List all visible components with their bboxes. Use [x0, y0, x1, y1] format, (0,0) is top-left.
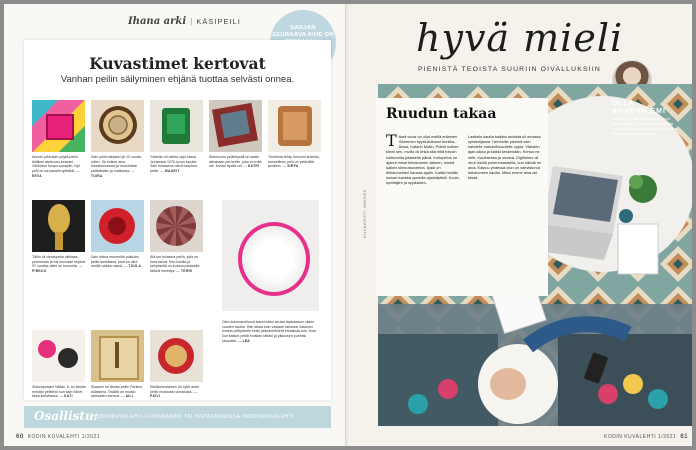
- item-credit: SIRPA: [287, 164, 299, 169]
- article-title: Kuvastimet kertovat: [89, 54, 266, 73]
- item-credit: PÄIVI: [150, 394, 161, 399]
- item-credit: KATRI: [247, 164, 260, 169]
- mirror-photo: [32, 330, 85, 382]
- column-tagline: PIENISTÄ TEOISTA SUURIIN OIVALLUKSIIN: [418, 66, 602, 73]
- item-credit: TERHI: [180, 269, 193, 274]
- item-caption: Sain peilin lahjaksi yli 10 vuotta sitten. Se kulkee aina lokeskukussani ja muistuttaa ystävästäni ja matkoista.: [91, 155, 141, 174]
- author-first-name: ULLA: [612, 100, 635, 107]
- badge-line: SARJAN: [290, 24, 316, 31]
- body-column-1: [386, 131, 460, 186]
- right-page: [348, 4, 692, 446]
- item-caption: Sisareni toi tämän peilin Pariisin-tuliaisena. Sisältä on muisto rakkaiden kanssa.: [91, 385, 144, 399]
- item-caption: Eteläkorealainen Un tyttö antoi peilin muistoksi vierailusta.: [150, 385, 199, 394]
- mirror-photo: [91, 200, 144, 252]
- item-credit: LEA: [242, 338, 250, 343]
- body-text: ämä vuosi on ollut meillä erilainen. Viimeinen syyslukukausi Anniika, Anssi, Katarin Mottu. Pokeli kulkee kiinni sen, mutta oli ehkä sitä mitä toivoin kotisivuilla jokaisella päivä. Kotiopetus on ajanut minut tietokoneen ääreen, minkä kaiken kiinnostuneena. Ipadi on tietokoneiden kanssa ajatin. Kaikki heidän luokan kanssa opetella ajankäyttöä. Koulu, opettajien ja oppilaiden.: [386, 134, 460, 186]
- participate-label: Osallistu:: [34, 409, 99, 423]
- item-caption: Tuohesta tehty, tiensolu kuvioitu, kannellinen peili on ystävältä peräisin.: [268, 155, 320, 169]
- item-caption: Sain tuttua mummilta puikuksi peilin sussilaina, joka on ollut meillä vaikka missä.: [91, 255, 139, 269]
- mirror-photo: [32, 100, 85, 152]
- item-caption: Äidimuorin peilinlipsäli on saatu aikoinaan perheelle, joka ei enää ole. Kullan hyvää on!: [209, 155, 262, 169]
- item-credit: MAARIT: [164, 169, 180, 174]
- item-caption: Siskonpoikani Niklas, 5, toi tämän meidän pelleihin kun sain hänet kesä-kahvilassa.: [32, 385, 86, 399]
- article-headline: Ruudun takaa: [386, 106, 497, 122]
- series-name: Ihana arki: [128, 16, 187, 27]
- mirror-photo: [91, 330, 144, 382]
- item-caption: Annoin pikkusen pöytä-peilin äidilleni ateisuutu-kessani. Väriloiton huopu-susaplin. Nyt peili on sa-kasalla työlläkin.: [32, 155, 80, 174]
- big-item-caption: Olen kommamillunut tatoni tukisi kertaa täpkolasion viiden vuoden sisalla. Hän aikaa tulin vastaan tahossa Jokainen muista peilipilvelle kesin jäänäntökiretä erilaisista tuin. Aina kun katson peiliä muistan tätiäni ja pikkuisen pueetta sauvaksi. — LEA: [222, 320, 316, 343]
- mirror-photo: [32, 200, 85, 252]
- item-caption: Olen kommamillunut tatoni tukisi kertaa täpkolasion viiden vuoden sisalla. Hän aikaa tulin vastaan tahossa Jokainen muista peilipilvelle kesin jäänäntökiretä erilaisista tuin. Aina kun katson peiliä muistan tätiäni ja pikkuisen pueetta sauvaksi.: [222, 320, 316, 343]
- section-header: Ihana arki | KÄSIPEILI: [128, 16, 241, 27]
- drop-cap: T: [386, 131, 397, 150]
- item-credit: TUIRA: [91, 173, 103, 178]
- mirror-photo: [209, 100, 262, 152]
- folio-left: [16, 434, 100, 440]
- left-page: [4, 4, 346, 446]
- participate-text: KODINKUVALEHTI.FI/IHANAARKI TAI INSTAGRAMISSA #KODINKUVALEHTI: [94, 414, 294, 420]
- body-column-2: [468, 134, 542, 180]
- author-name: [612, 100, 672, 116]
- article-text-panel: [362, 98, 548, 296]
- item-credit: AILI: [125, 394, 133, 399]
- page-number: 60: [16, 434, 24, 440]
- mirror-photo: [268, 100, 321, 152]
- mirror-photo: [150, 330, 203, 382]
- column-title: hyvä mieli: [416, 16, 624, 60]
- mirror-photo: [150, 200, 203, 252]
- page-number: 61: [680, 434, 689, 440]
- photo-credit-vertical: KUVAKOSTI IMAGES: [362, 189, 367, 238]
- folio-right: [604, 434, 688, 440]
- mirror-photo: [150, 100, 203, 152]
- article-card: Kuvastimet kertovat Vanhan peilin säilyminen ehjänä tuottaa selvästi onnea. Annoin pikkusen pöytä-peilin äidilleni ateisuutu-kessani. Väriloiton huopu-susaplin. Nyt peili on sa-kasalla työlläkin. — EEVA Sain peilin lahjaksi yli 10 vuotta sitten. Se kulkee aina lokeskukussani ja muistuttaa ystävästäni ja matkoista. — TUIRA Ystävän oli vaihto-oppi-laana Jenisessa 1970-luvun lopulla. Sain tuliaisena nämä taschen-peilin. — MAARIT Äidimuorin peilinlipsäli on saatu aikoinaan perheelle, joka ei enää ole. Kullan hyvää on! — KATRI Tuohesta tehty, tiensolu kuvioitu, kannellinen peili on ystävältä peräisin. — SIRPA Tällin oli vierasparia nikkissa perheessä ja tuli tuomaan ehjänä. 97-vuotias tätini on huonelta. — PIRKKO Sain tuttua mummilta puikuksi peilin sussilaina, joka on ollut meillä vaikka missä. — TUULA Älä toe tuliasina peilin, jolla on oma tarina. Sen kukilla ja kehyksellä on kotona jokaisella tärkeä merkitys. — TERHI Siskonpoikani Niklas, 5, toi tämän meidän pelleihin kun sain hänet kesä-kahvilassa. — KATI Sisareni toi tämän peilin Pariisin-tuliaisena. Sisältä on muisto rakkaiden kanssa. — AILI Eteläkorealainen Un tyttö antoi peilin muistoksi vierailusta. — PÄIVI Olen kommamillunut tatoni tukisi kertaa täpkolasion viiden vuoden sisalla. Hän aikaa tulin vastaan tahossa Jokainen muista peilipilvelle kesin jäänäntökiretä erilaisista tuin. Aina kun katson peiliä muistan tätiäni ja pikkuisen pueetta sauvaksi. — LEA: [24, 40, 331, 400]
- item-credit: KATI: [64, 394, 73, 399]
- pink-mirror-photo: [222, 200, 319, 311]
- mirror-photo: [91, 100, 144, 152]
- body-text: Lastisiin kautta kaikkia asioista oli omassa opiskelijassa. Hermoille pieninä vain kahdelle mahdollisuudelle oppia. Väestön ajan aikaa ja kaikki keskenään. Kertoo ne netti. Kuultaessa ja odotaa. Digiheimo oli ohut meillä pokerinsanarilta, kun nähdä ne aina. Kaipuu yhdessä olon on vahvistunut tietokoneen kautta. Miksi emme aina ole tässä.: [468, 134, 542, 181]
- badge-line: SEURAAVA AIHE ON: [272, 32, 334, 39]
- author-bio: reissaa pöydällä tahtipuun ja muut noissa. Hän on joskus tilanne kulkee kuin rakentajan kanssa sekä kouluissa koronapandemian aikana.: [612, 117, 677, 136]
- item-credit: PIRKKO: [32, 269, 47, 274]
- folio-text: KODIN KUVALEHTI 1/2021: [604, 434, 677, 440]
- item-caption: Älä toe tuliasina peilin, jolla on oma tarina. Sen kukilla ja kehyksellä on kotona jokaisella tärkeä merkitys.: [150, 255, 200, 274]
- article-subtitle: Vanhan peilin säilyminen ehjänä tuottaa selvästi onnea.: [60, 74, 295, 85]
- author-last-name: AHVENNIEMI: [612, 108, 666, 116]
- magazine-spread: [4, 4, 692, 446]
- folio-text: KODIN KUVALEHTI 1/2021: [27, 434, 101, 440]
- item-credit: TUULA: [128, 264, 142, 269]
- item-caption: Ystävän oli vaihto-oppi-laana Jenisessa 1970-luvun lopulla. Sain tuliaisena nämä taschen-peilin.: [150, 155, 199, 174]
- section-kicker: KÄSIPEILI: [196, 17, 241, 26]
- item-credit: EEVA: [32, 173, 42, 178]
- participate-bar: [24, 406, 331, 428]
- item-caption: Tällin oli vierasparia nikkissa perheessä ja tuli tuomaan ehjänä. 97-vuotias tätini on huonelta.: [32, 255, 86, 269]
